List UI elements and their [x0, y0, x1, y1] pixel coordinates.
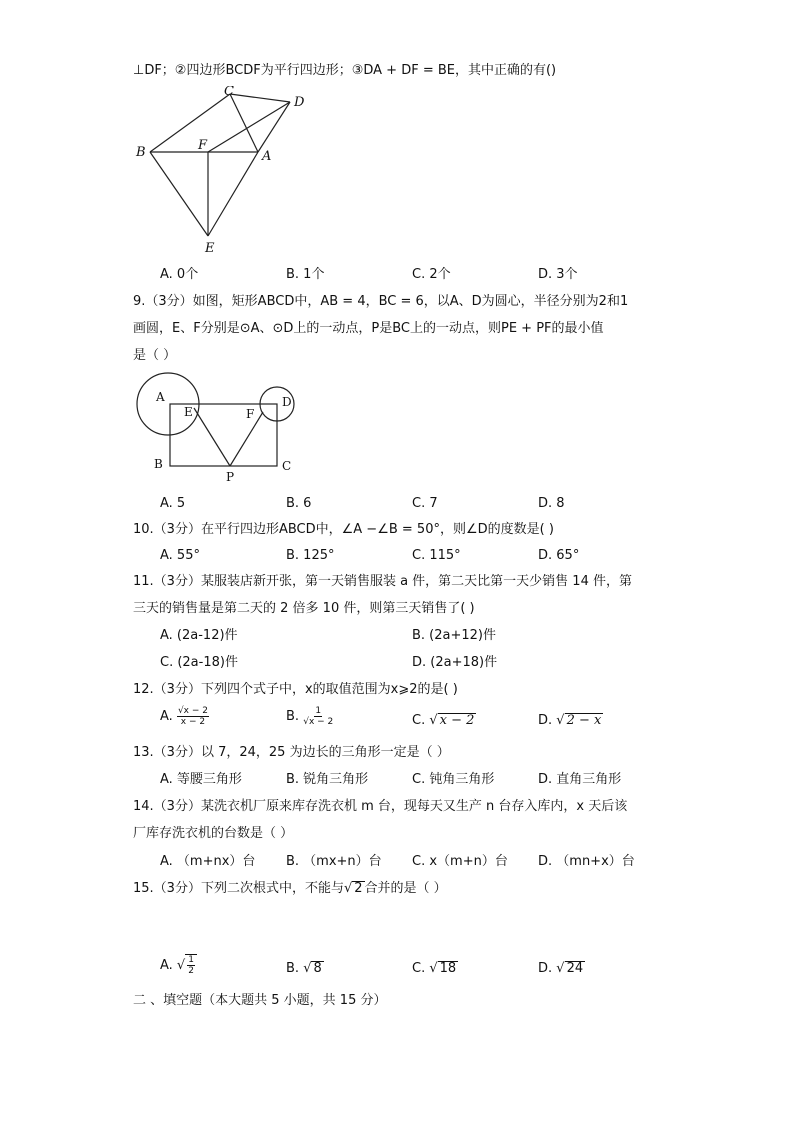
q15-option-a-denominator: 2: [188, 966, 194, 976]
q14-line-2: 厂库存洗衣机的台数是（ ）: [133, 826, 294, 841]
q12-option-a-label: A.: [160, 709, 173, 724]
q14-line-1: 14.（3分）某洗衣机厂原来库存洗衣机 m 台，现每天又生产 n 台存入库内，x 天后该: [133, 799, 628, 814]
q15-option-d-radicand: 24: [566, 961, 584, 976]
q12-option-b-denominator: √x − 2: [303, 717, 334, 727]
q9-line-3: 是（ ）: [133, 348, 177, 363]
q8-option-b[interactable]: B. 1个: [286, 267, 325, 282]
q12-option-b-label: B.: [286, 709, 300, 724]
q9-option-d[interactable]: D. 8: [538, 496, 565, 511]
q11-line-2: 三天的销售量是第二天的 2 倍多 10 件，则第三天销售了( ): [133, 601, 475, 616]
q11-option-a[interactable]: A. (2a-12)件: [160, 628, 238, 643]
q8-option-d[interactable]: D. 3个: [538, 267, 578, 282]
q15-option-d[interactable]: D. √ 24: [538, 961, 584, 976]
q10-option-a[interactable]: A. 55°: [160, 548, 200, 563]
q9-label-d: D: [282, 395, 292, 409]
q15-stem-radicand: 2: [354, 881, 363, 896]
q13-option-c[interactable]: C. 钝角三角形: [412, 772, 495, 787]
q10-option-c[interactable]: C. 115°: [412, 548, 461, 563]
q11-option-b[interactable]: B. (2a+12)件: [412, 628, 496, 643]
q15-option-b[interactable]: B. √ 8: [286, 961, 322, 976]
q12-option-a[interactable]: [160, 706, 209, 732]
q12-option-d-radicand: 2 − x: [566, 713, 602, 728]
q15-option-d-label: D.: [538, 961, 553, 976]
q12-option-a-numerator: √x − 2: [177, 706, 208, 716]
q8-label-e: E: [205, 241, 215, 256]
q15-stem-post: 合并的是（ ）: [364, 881, 447, 896]
section-2-heading: 二 、填空题（本大题共 5 小题，共 15 分）: [133, 993, 387, 1008]
q8-label-d: D: [294, 95, 305, 110]
q13-option-b[interactable]: B. 锐角三角形: [286, 772, 369, 787]
q9-label-a: A: [156, 390, 165, 404]
q12-option-a-denominator: x − 2: [180, 717, 206, 727]
q11-option-d[interactable]: D. (2a+18)件: [412, 655, 498, 670]
q14-option-a[interactable]: A. （m+nx）台: [160, 854, 256, 869]
q9-option-a[interactable]: A. 5: [160, 496, 186, 511]
q15-option-b-radicand: 8: [313, 961, 322, 976]
q8-label-b: B: [136, 145, 146, 160]
q8-option-a[interactable]: A. 0个: [160, 267, 199, 282]
q8-stem-tail: ⊥DF；②四边形BCDF为平行四边形；③DA + DF = BE，其中正确的有(): [133, 63, 557, 78]
q8-label-c: C: [224, 86, 234, 99]
q12-option-d-label: D.: [538, 713, 553, 728]
q9-label-f: F: [246, 407, 255, 421]
q13-option-a[interactable]: A. 等腰三角形: [160, 772, 242, 787]
q12-option-b[interactable]: [286, 706, 333, 732]
q12-option-c-label: C.: [412, 713, 426, 728]
q9-label-b: B: [154, 457, 163, 471]
q9-line-2: 画圆，E、F分别是⊙A、⊙D上的一动点，P是BC上的一动点，则PE + PF的最小值: [133, 321, 604, 336]
q12-option-b-numerator: 1: [315, 706, 322, 716]
q14-option-b[interactable]: B. （mx+n）台: [286, 854, 382, 869]
q15-option-c-radicand: 18: [439, 961, 457, 976]
q8-label-a: A: [262, 149, 272, 164]
q13-option-d[interactable]: D. 直角三角形: [538, 772, 622, 787]
q9-label-p: P: [226, 470, 235, 484]
q8-figure: [128, 86, 318, 256]
q8-label-f: F: [198, 138, 208, 153]
q9-figure: [130, 370, 310, 488]
q8-option-c[interactable]: C. 2个: [412, 267, 451, 282]
q9-option-c[interactable]: C. 7: [412, 496, 438, 511]
q10-stem: 10.（3分）在平行四边形ABCD中，∠A −∠B = 50°，则∠D的度数是( ): [133, 522, 554, 537]
q10-option-b[interactable]: B. 125°: [286, 548, 335, 563]
q9-line-1: 9.（3分）如图，矩形ABCD中，AB = 4，BC = 6，以A、D为圆心，半径分别为2和1: [133, 294, 629, 309]
q15-stem-pre: 15.（3分）下列二次根式中，不能与: [133, 881, 344, 896]
q15-option-a[interactable]: A. √ $\frac{1}{2}$: [160, 954, 197, 982]
q15-option-b-label: B.: [286, 961, 300, 976]
q12-option-b-fraction: [303, 706, 333, 727]
q9-option-b[interactable]: B. 6: [286, 496, 312, 511]
q15-option-a-label: A.: [160, 958, 173, 973]
q15-option-c[interactable]: C. √ 18: [412, 961, 457, 976]
q9-label-e: E: [184, 405, 193, 419]
q15-option-a-radicand: [185, 954, 197, 976]
q12-option-c-radicand: x − 2: [439, 713, 475, 728]
q12-option-a-fraction: [177, 706, 209, 727]
q10-option-d[interactable]: D. 65°: [538, 548, 580, 563]
q11-line-1: 11.（3分）某服装店新开张，第一天销售服装 a 件，第二天比第一天少销售 14 件，第: [133, 574, 632, 589]
q15-option-a-numerator: 1: [188, 955, 194, 965]
q14-option-c[interactable]: C. x（m+n）台: [412, 854, 508, 869]
q11-option-c[interactable]: C. (2a-18)件: [160, 655, 238, 670]
q14-option-d[interactable]: D. （mn+x）台: [538, 854, 635, 869]
q12-option-c[interactable]: C. √ x − 2: [412, 713, 475, 728]
q13-stem: 13.（3分）以 7，24，25 为边长的三角形一定是（ ）: [133, 745, 450, 760]
q9-label-c: C: [282, 459, 292, 473]
q15-option-c-label: C.: [412, 961, 426, 976]
q15-stem: 15.（3分）下列二次根式中，不能与√ 2 合并的是（ ）: [133, 881, 447, 896]
q12-option-d[interactable]: D. √ 2 − x: [538, 713, 602, 728]
q12-stem: 12.（3分）下列四个式子中，x的取值范围为x⩾2的是( ): [133, 682, 458, 697]
